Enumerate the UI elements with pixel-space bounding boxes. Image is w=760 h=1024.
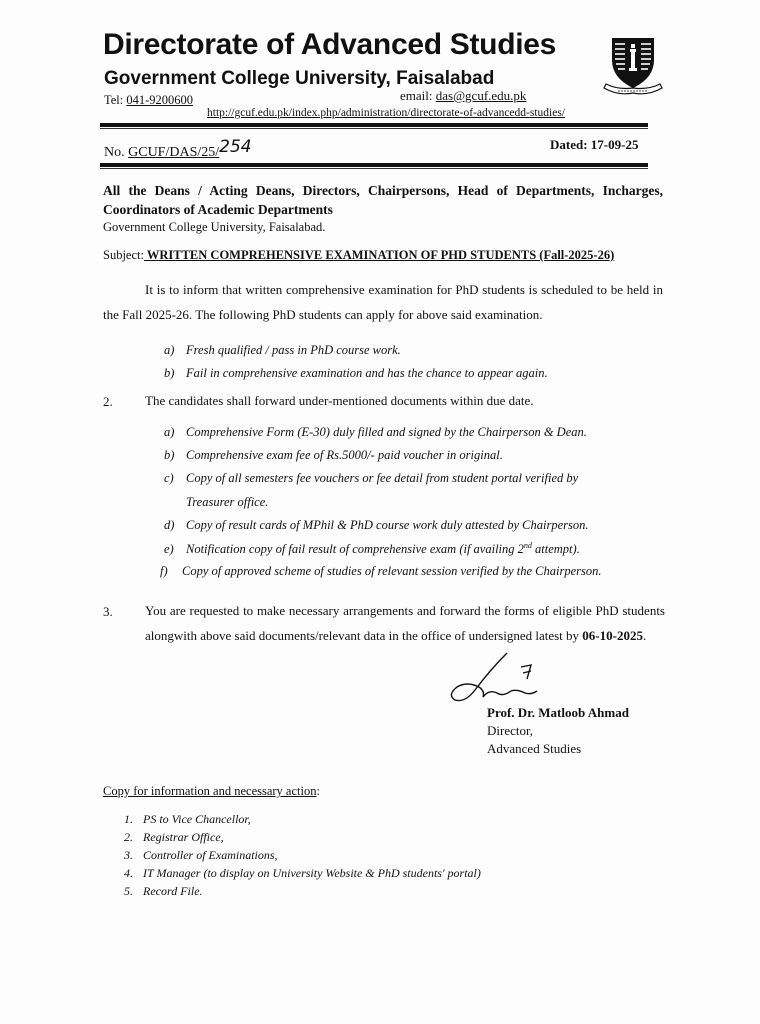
list-marker: 2. bbox=[124, 830, 133, 844]
list-text: IT Manager (to display on University Website & PhD students' portal) bbox=[143, 866, 481, 880]
list-marker: a) bbox=[164, 425, 175, 439]
signature-block bbox=[487, 704, 629, 758]
document-item bbox=[164, 471, 578, 486]
copy-list-item bbox=[124, 848, 278, 863]
copy-list-item bbox=[124, 884, 203, 899]
deadline-date: 06-10-2025 bbox=[582, 628, 643, 643]
signatory-name: Prof. Dr. Matloob Ahmad bbox=[487, 705, 629, 720]
addressee-institution: Government College University, Faisalabad. bbox=[103, 220, 326, 234]
reference-divider-thin bbox=[100, 168, 648, 169]
handwritten-signature bbox=[445, 645, 555, 710]
document-item bbox=[164, 448, 503, 463]
paragraph-2-number: 2. bbox=[103, 394, 113, 409]
document-item bbox=[164, 541, 580, 557]
list-text-end: attempt). bbox=[531, 542, 580, 557]
copy-heading bbox=[103, 784, 320, 799]
list-text: Comprehensive exam fee of Rs.5000/- paid voucher in original. bbox=[186, 448, 503, 462]
copy-list-item bbox=[124, 830, 224, 845]
list-marker: b) bbox=[164, 366, 175, 380]
list-marker: f) bbox=[160, 564, 168, 578]
header-divider bbox=[100, 123, 648, 127]
signatory-department: Advanced Studies bbox=[487, 741, 582, 756]
list-text: Record File. bbox=[143, 884, 203, 898]
list-text: PS to Vice Chancellor, bbox=[143, 812, 251, 826]
list-text: Copy of approved scheme of studies of relevant session verified by the Chairperson. bbox=[182, 564, 602, 578]
letterhead-title: Directorate of Advanced Studies bbox=[103, 28, 557, 61]
list-text: Notification copy of fail result of comprehensive exam (if availing 2 bbox=[186, 542, 524, 557]
reference-code: GCUF/DAS/25/ bbox=[128, 145, 220, 160]
list-text: Fresh qualified / pass in PhD course work. bbox=[186, 343, 401, 357]
reference-divider bbox=[100, 163, 648, 167]
subject-text: WRITTEN COMPREHENSIVE EXAMINATION OF PHD STUDENTS (Fall-2025-26) bbox=[143, 248, 615, 262]
addressee: All the Deans / Acting Deans, Directors, Chairpersons, Head of Departments, Incharges, Coordinators of Academic Departments bbox=[103, 183, 663, 217]
header-divider-thin bbox=[100, 128, 648, 129]
list-text: Fail in comprehensive examination and has the chance to appear again. bbox=[186, 366, 548, 380]
dated-value: 17-09-25 bbox=[590, 137, 639, 152]
email bbox=[400, 88, 526, 104]
list-text: Comprehensive Form (E-30) duly filled and signed by the Chairperson & Dean. bbox=[186, 425, 587, 439]
paragraph-2: The candidates shall forward under-mentioned documents within due date. bbox=[145, 393, 534, 408]
paragraph-3-number: 3. bbox=[103, 604, 113, 619]
paragraph-3 bbox=[145, 598, 665, 648]
university-name: Government College University, Faisalabad bbox=[104, 68, 495, 89]
document-item bbox=[164, 425, 587, 440]
eligibility-item bbox=[164, 366, 548, 381]
list-marker: c) bbox=[164, 471, 174, 485]
superscript: nd bbox=[523, 541, 532, 550]
list-text: Registrar Office, bbox=[143, 830, 224, 844]
list-text: Controller of Examinations, bbox=[143, 848, 278, 862]
copy-heading-text: Copy for information and necessary action bbox=[103, 784, 317, 798]
reference-handwritten-number: 254 bbox=[219, 137, 252, 157]
website-link[interactable]: http://gcuf.edu.pk/index.php/administration/directorate-of-advancedd-studies/ bbox=[207, 107, 565, 119]
list-text: Copy of all semesters fee vouchers or fee detail from student portal verified by bbox=[186, 471, 579, 485]
list-marker: 3. bbox=[124, 848, 133, 862]
list-marker: 4. bbox=[124, 866, 133, 880]
list-marker: e) bbox=[164, 542, 174, 557]
document-item bbox=[160, 564, 602, 579]
signatory-designation: Director, bbox=[487, 723, 534, 738]
telephone bbox=[104, 93, 193, 108]
list-marker: 1. bbox=[124, 812, 133, 826]
dated-label: Dated: bbox=[550, 137, 588, 152]
list-text: Copy of result cards of MPhil & PhD course work duly attested by Chairperson. bbox=[186, 518, 589, 532]
reference-prefix: No. bbox=[104, 145, 125, 160]
reference-number bbox=[104, 137, 252, 161]
list-marker: 5. bbox=[124, 884, 133, 898]
paragraph-3-end: . bbox=[642, 628, 647, 643]
tel-value: 041-9200600 bbox=[126, 93, 194, 107]
subject-line bbox=[103, 248, 614, 263]
list-marker: b) bbox=[164, 448, 175, 462]
tel-label: Tel: bbox=[104, 93, 124, 107]
paragraph-1: It is to inform that written comprehensive examination for PhD students is scheduled to be held in the Fall 2025-26. The following PhD students can apply for above said examination. bbox=[103, 282, 663, 322]
eligibility-item bbox=[164, 343, 401, 358]
university-crest-icon bbox=[598, 30, 668, 100]
list-marker: a) bbox=[164, 343, 175, 357]
document-item-continuation: Treasurer office. bbox=[186, 495, 269, 509]
email-link[interactable]: das@gcuf.edu.pk bbox=[435, 88, 527, 103]
paragraph-3-text: You are requested to make necessary arrangements and forward the forms of eligible PhD students alongwith above said documents/relevant data in the office of undersigned latest by bbox=[145, 603, 665, 643]
subject-label: Subject: bbox=[103, 248, 144, 262]
email-label: email: bbox=[400, 88, 433, 103]
copy-list-item bbox=[124, 812, 251, 827]
list-marker: d) bbox=[164, 518, 175, 532]
document-item bbox=[164, 518, 589, 533]
date bbox=[550, 137, 638, 153]
copy-heading-colon: : bbox=[316, 784, 320, 798]
copy-list-item bbox=[124, 866, 481, 881]
